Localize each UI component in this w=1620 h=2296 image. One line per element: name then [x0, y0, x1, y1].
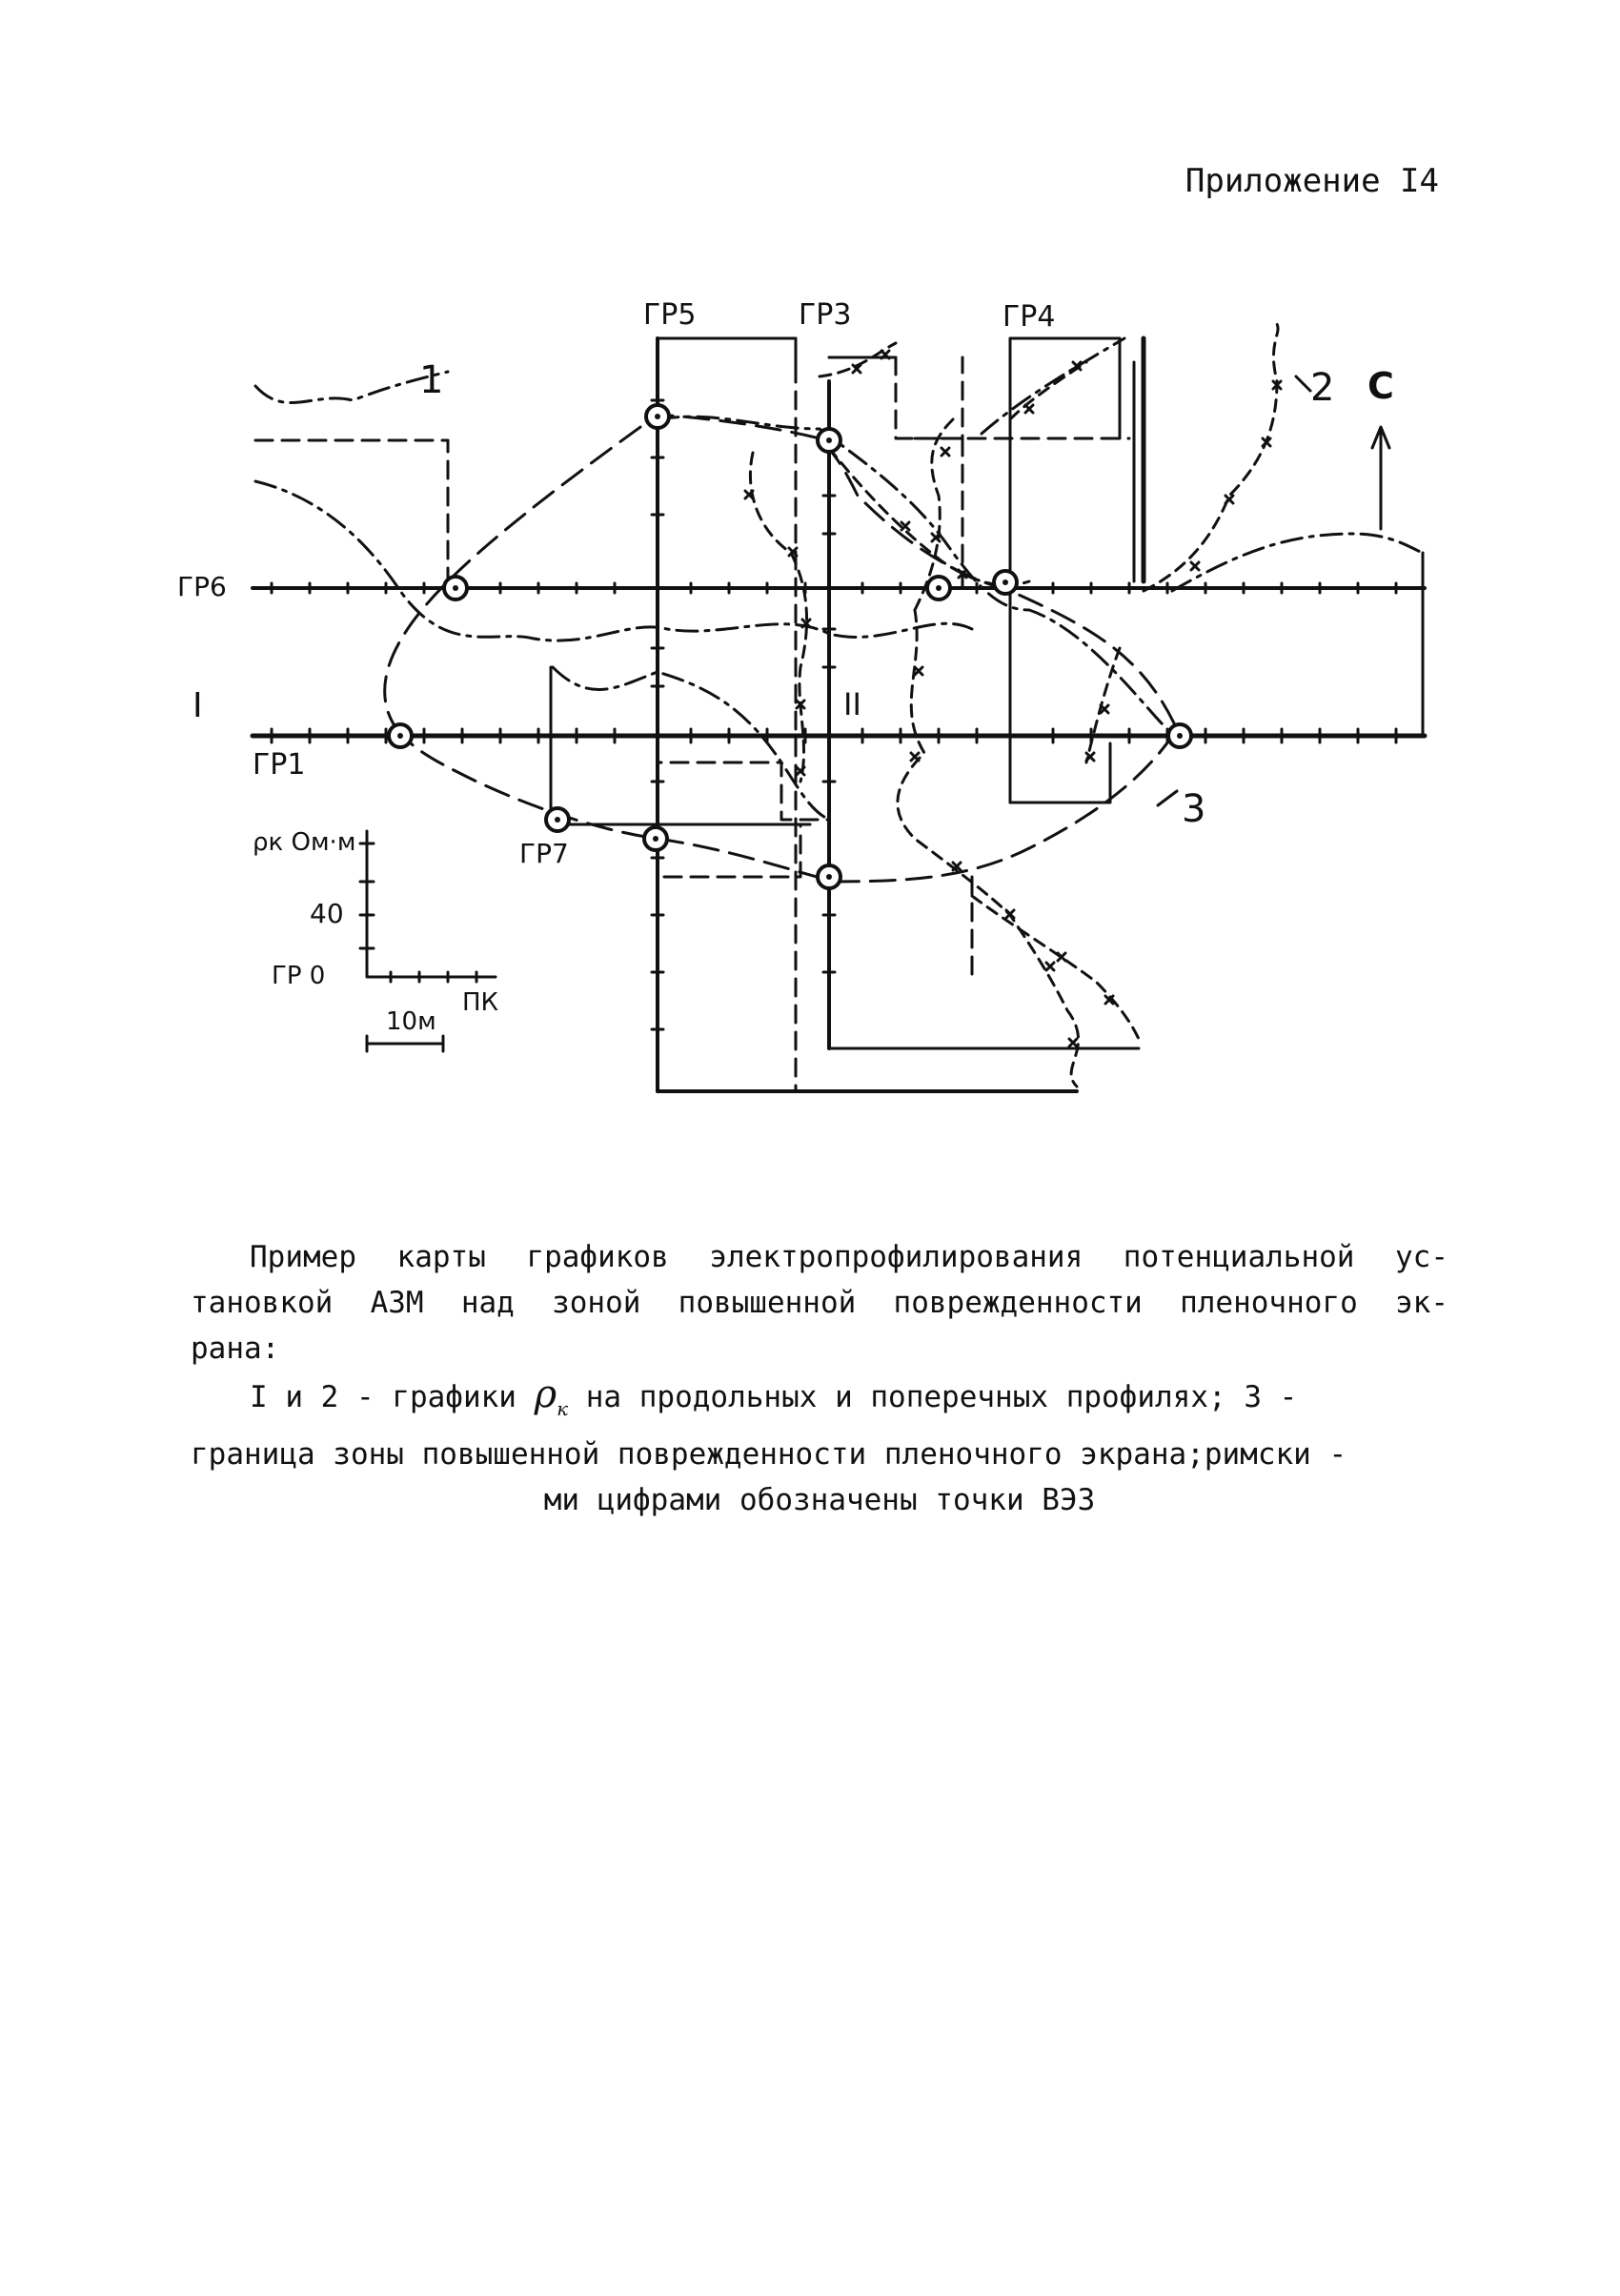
appendix-title: Приложение I4: [1185, 162, 1439, 200]
scale-zero-label: ГР 0: [272, 962, 326, 990]
scale-x-label: ПК: [462, 988, 499, 1017]
curve-2-leader: [1296, 376, 1310, 391]
curve-1-right: [1172, 534, 1423, 591]
profile-ticks: [272, 400, 1396, 1029]
ves-points: [389, 405, 1191, 888]
curve-3-leader: [1158, 791, 1177, 805]
scale-ticks: [360, 843, 476, 982]
gr7-dashed: [572, 824, 800, 877]
north-label: С: [1367, 365, 1394, 407]
label-gr5: ГР5: [643, 298, 697, 332]
label-gr3: ГР3: [799, 298, 852, 332]
gr5-frame: [658, 338, 796, 381]
caption-line-2: тановкой АЗМ над зоной повышенной поврежденности пленочного эк-: [191, 1286, 1448, 1320]
curve-2-crosses: [745, 351, 1281, 1046]
scale-bar-label: 10м: [386, 1007, 436, 1036]
gr3-frame: [829, 357, 1139, 1048]
caption-line-3: рана:: [191, 1331, 280, 1366]
curve-label-1: 1: [419, 358, 444, 402]
caption-legend-b: на продольных и поперечных профилях; 3 -: [568, 1380, 1298, 1414]
caption-line-5: граница зоны повышенной поврежденности пленочного экрана;римски -: [191, 1437, 1347, 1472]
curve-2-gr3: [750, 343, 896, 782]
electroprofiling-map: [0, 0, 1620, 1144]
caption-line-1: Пример карты графиков электропрофилирования потенциальной ус-: [250, 1240, 1448, 1274]
north-arrow: [1372, 427, 1389, 529]
scale-bar: [367, 1036, 443, 1051]
gr4-dashed-box: [896, 357, 1129, 588]
label-gr6: ГР6: [177, 571, 227, 602]
curve-2-mid: [829, 448, 1079, 1087]
scale-axes: [367, 831, 496, 977]
caption-legend: [191, 1372, 1448, 1432]
curve-label-3: 3: [1182, 787, 1206, 831]
ves-point-dots: [397, 414, 1183, 880]
label-gr7: ГР7: [519, 838, 569, 869]
label-gr4: ГР4: [1002, 300, 1056, 334]
curve-label-2: 2: [1310, 366, 1335, 410]
curve-2-right-tail: [972, 896, 1139, 1039]
label-gr1: ГР1: [253, 748, 306, 782]
curve-1-gr6: [255, 481, 972, 640]
caption-line-6: ми цифрами обозначены точки ВЭЗ: [543, 1483, 1096, 1517]
marker-i: I: [192, 686, 203, 725]
rho-symbol: $\rho_к$: [534, 1372, 569, 1420]
curve-1-gr5: [658, 417, 1163, 724]
caption-legend-a: I и 2 - графики: [250, 1380, 516, 1414]
scale-y-value: 40: [310, 898, 344, 929]
scale-y-label: ρк Ом·м: [253, 828, 356, 857]
marker-ii: II: [843, 686, 861, 722]
gr1-step-dashed: [255, 440, 448, 586]
curve-1-gr4: [982, 338, 1124, 434]
figure-caption: [191, 1234, 1448, 1523]
